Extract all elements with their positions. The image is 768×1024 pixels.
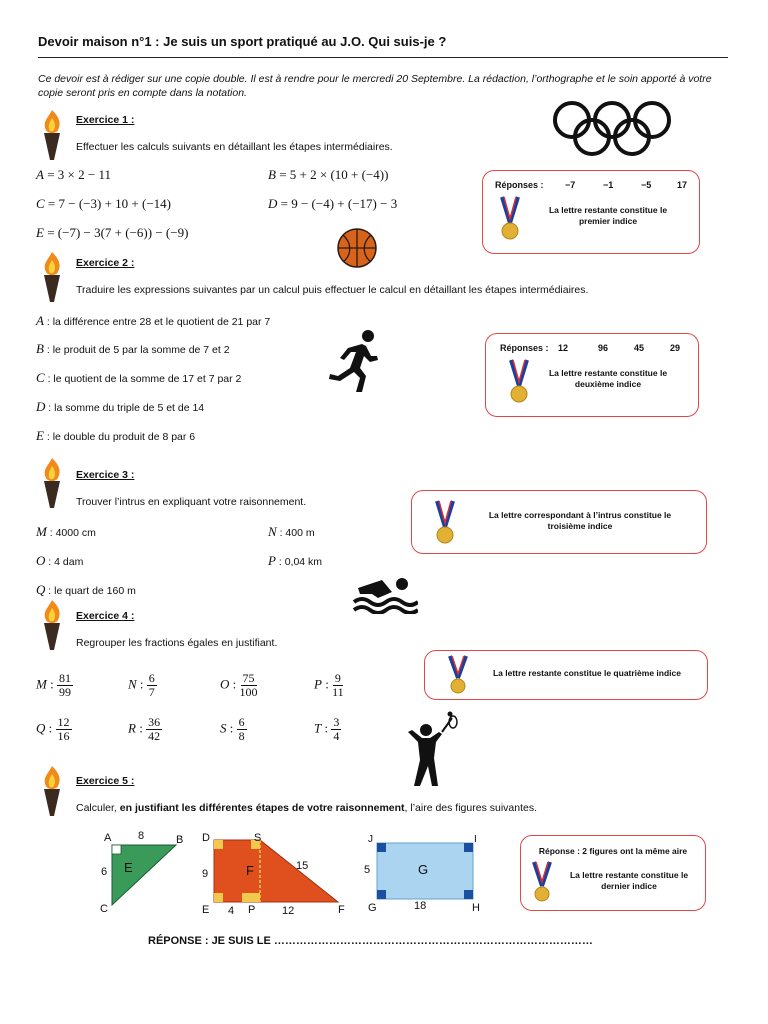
length-m: M : 4000 cm (36, 524, 96, 539)
medal-icon (499, 195, 521, 243)
answer-box-1 (482, 170, 700, 254)
box-3-text: La lettre correspondant à l’intrus constitue le troisième indice (488, 510, 672, 531)
vertex-label: F (338, 904, 345, 916)
answer-value: −1 (603, 180, 614, 190)
vertex-label: S (254, 832, 262, 844)
badminton-player-icon (404, 710, 462, 790)
calc-a: A = 3 × 2 − 11 (36, 167, 111, 182)
length-p: P : 0,04 km (268, 553, 323, 568)
medal-icon (508, 358, 530, 406)
box-4-text: La lettre restante constitue le quatrième indice (492, 668, 681, 678)
fraction-o: O : $\frac{75}{100}$ (220, 671, 258, 699)
exercise-1-title: Exercice 1 : (76, 114, 135, 126)
length-label: 5 (364, 864, 371, 876)
exercise-2-instruction: Traduire les expressions suivantes par un calcul puis effectuer le calcul en détaillant les étapes intermédiaires. (76, 284, 589, 296)
answer-value: −5 (641, 180, 652, 190)
fraction-s: S : $\frac{6}{8}$ (220, 715, 245, 743)
exercise-4-instruction: Regrouper les fractions égales en justifiant. (76, 637, 278, 649)
length-o: O : 4 dam (36, 553, 84, 568)
olympic-rings-icon (548, 100, 678, 158)
answer-value: 12 (558, 343, 569, 353)
exercise-1-instruction: Effectuer les calculs suivants en détaillant les étapes intermédiaires. (76, 141, 393, 153)
fraction-m: M : $\frac{81}{99}$ (36, 671, 71, 699)
length-n: N : 400 m (268, 524, 315, 539)
medal-icon (531, 860, 553, 904)
title-divider (38, 57, 728, 58)
vertex-label: E (202, 904, 210, 916)
length-q: Q : le quart de 160 m (36, 582, 136, 597)
calc-c: C = 7 − (−3) + 10 + (−14) (36, 196, 171, 211)
expr-e: E : le double du produit de 8 par 6 (36, 428, 196, 443)
box-5-title: Réponse : 2 figures ont la même aire (538, 846, 688, 856)
fraction-r: R : $\frac{36}{42}$ (128, 715, 161, 743)
calc-e: E = (−7) − 3(7 + (−6)) − (−9) (36, 225, 189, 240)
answers-label: Réponses : (495, 180, 544, 190)
calc-b: B = 5 + 2 × (10 + (−4)) (268, 167, 389, 182)
vertex-label: J (368, 834, 373, 845)
expr-a: A : la différence entre 28 et le quotient de 21 par 7 (36, 313, 271, 328)
fraction-t: T : $\frac{3}{4}$ (314, 715, 340, 743)
vertex-label: C (100, 903, 108, 915)
expr-b: B : le produit de 5 par la somme de 7 et 2 (36, 341, 230, 356)
fraction-q: Q : $\frac{12}{16}$ (36, 715, 70, 743)
answer-value: 29 (670, 343, 681, 353)
exercise-5-instruction: Calculer, en justifiant les différentes étapes de votre raisonnement, l’aire des figures suivantes. (76, 802, 538, 814)
figure-rectangle (362, 834, 486, 918)
answer-value: 96 (598, 343, 609, 353)
figure-trapezoid (198, 830, 348, 920)
calc-d: D = 9 − (−4) + (−17) − 3 (268, 196, 398, 211)
expr-c: C : le quotient de la somme de 17 et 7 par 2 (36, 370, 242, 385)
exercise-3-instruction: Trouver l’intrus en expliquant votre raisonnement. (76, 496, 307, 508)
medal-icon (434, 499, 456, 547)
exercise-3-title: Exercice 3 : (76, 469, 135, 481)
figure-name: G (418, 862, 429, 877)
length-label: 6 (101, 866, 108, 878)
answer-value: −7 (565, 180, 576, 190)
length-label: 12 (282, 905, 295, 917)
vertex-label: I (474, 834, 477, 845)
vertex-label: H (472, 902, 480, 914)
figure-name: E (124, 860, 133, 875)
answer-box-2 (485, 333, 699, 417)
answer-box-3 (411, 490, 707, 554)
box-1-text: La lettre restante constitue le premier indice (548, 205, 668, 226)
torch-icon (38, 764, 66, 818)
vertex-label: A (104, 832, 112, 844)
expr-d: D : la somme du triple de 5 et de 14 (36, 399, 205, 414)
length-label: 15 (296, 860, 309, 872)
intro-text: Ce devoir est à rédiger sur une copie double. Il est à rendre pour le mercredi 20 Septembre. La rédaction, l’orthographe et le soin apporté à votre copie seront pris en compte dans la notation. (38, 73, 712, 99)
box-2-text: La lettre restante constitue le deuxième indice (548, 368, 668, 389)
torch-icon (38, 598, 66, 652)
length-label: 8 (138, 830, 145, 842)
torch-icon (38, 108, 66, 162)
answer-box-4 (424, 650, 708, 700)
fraction-p: P : $\frac{9}{11}$ (314, 671, 344, 699)
vertex-label: P (248, 904, 256, 916)
torch-icon (38, 250, 66, 304)
page-title: Devoir maison n°1 : Je suis un sport pratiqué au J.O. Qui suis-je ? (38, 34, 447, 49)
length-label: 4 (228, 905, 235, 917)
torch-icon (38, 456, 66, 510)
medal-icon (447, 654, 469, 696)
answers-label: Réponses : (500, 343, 549, 353)
exercise-4-title: Exercice 4 : (76, 610, 135, 622)
box-5-text: La lettre restante constitue le dernier indice (569, 870, 689, 891)
vertex-label: G (368, 902, 377, 914)
answer-box-5 (520, 835, 706, 911)
basketball-icon (336, 227, 378, 269)
vertex-label: B (176, 834, 184, 846)
figure-triangle (98, 830, 190, 920)
exercise-5-title: Exercice 5 : (76, 775, 135, 787)
fraction-n: N : $\frac{6}{7}$ (128, 671, 155, 699)
length-label: 18 (414, 900, 427, 912)
length-label: 9 (202, 868, 209, 880)
swimmer-icon (352, 572, 418, 614)
figure-name: F (246, 863, 254, 878)
runner-icon (326, 328, 382, 394)
final-answer-line: RÉPONSE : JE SUIS LE …………………………………………………………………………… (148, 935, 593, 947)
answer-value: 45 (634, 343, 645, 353)
vertex-label: D (202, 832, 210, 844)
answer-value: 17 (677, 180, 688, 190)
exercise-2-title: Exercice 2 : (76, 257, 135, 269)
